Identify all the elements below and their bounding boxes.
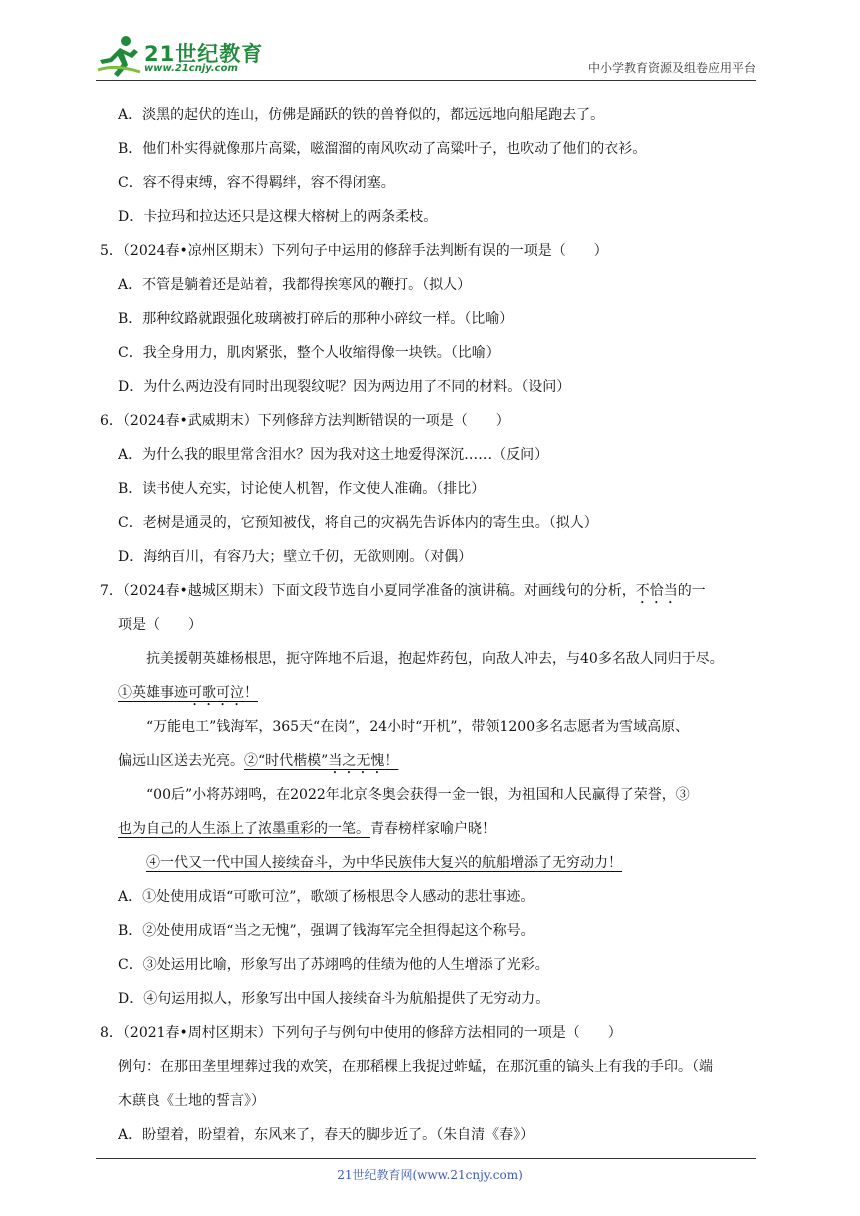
- q8-example-line2: 木蕻良《土地的誓言》）: [118, 1093, 265, 1109]
- q7-option-b: B．②处使用成语“当之无愧”，强调了钱海军完全担得起这个称号。: [118, 923, 535, 939]
- q7-stem-line2: 项是（ ）: [118, 617, 202, 633]
- q7-option-d: D．④句运用拟人，形象写出中国人接续奋斗为航船提供了无穷动力。: [118, 991, 550, 1007]
- underlined-sentence-3: 也为自己的人生添上了浓墨重彩的一笔。: [118, 821, 370, 837]
- sentence-number-2: ②: [244, 753, 258, 769]
- q7-passage-4: [100, 846, 762, 880]
- runner-logo-icon: [96, 34, 142, 78]
- q4-option-b: B．他们朴实得就像那片高粱，嗞溜溜的南风吹动了高粱叶子，也吹动了他们的衣衫。: [118, 141, 647, 157]
- q5-option-c: C．我全身用力，肌肉紧张，整个人收缩得像一块铁。（比喻）: [118, 345, 500, 361]
- underlined-idiom-2: 当之无愧: [328, 753, 385, 769]
- underlined-phrase-2c: ！: [384, 753, 399, 769]
- q7-passage-3-line2: [100, 812, 762, 846]
- q7-option-c: C．③处运用比喻，形象写出了苏翊鸣的佳绩为他的人生增添了光彩。: [118, 957, 549, 973]
- q7-passage-1-sentence: [100, 676, 762, 710]
- q8-option-a: A．盼望着，盼望着，东风来了，春天的脚步近了。（朱自清《春》）: [118, 1127, 535, 1143]
- passage-2-text: 偏远山区送去光亮。: [118, 753, 244, 769]
- q4-option-d: D．卡拉玛和拉达还只是这棵大榕树上的两条柔枝。: [118, 209, 438, 225]
- logo-url: www.21cnjy.com: [144, 63, 238, 74]
- q7-stem-post: 的一: [677, 583, 706, 599]
- q7-stem-pre: 7．（2024春•越城区期末）下面文段节选自小夏同学准备的演讲稿。对画线句的分析，: [100, 583, 636, 599]
- underlined-idiom-1: 可歌可泣: [188, 685, 244, 701]
- logo: [96, 34, 266, 78]
- q7-stem-emphasis: 不恰当: [635, 583, 678, 599]
- underlined-phrase-1a: 英雄事迹: [132, 685, 188, 701]
- q7-passage-2-line2: [100, 744, 762, 778]
- sentence-number-1: ①: [118, 685, 132, 701]
- q6-option-c: C．老树是通灵的，它预知被伐，将自己的灾祸先告诉体内的寄生虫。（拟人）: [118, 515, 598, 531]
- sentence-number-4: ④: [146, 855, 160, 871]
- sentence-number-3: ③: [675, 787, 690, 803]
- underlined-phrase-2a: “时代楷模”: [258, 753, 329, 769]
- passage-3-text: “00后”小将苏翊鸣，在2022年北京冬奥会获得一金一银，为祖国和人民赢得了荣誉，: [146, 787, 676, 803]
- underlined-phrase-1c: ！: [244, 685, 258, 701]
- q5-option-d: D．为什么两边没有同时出现裂纹呢？因为两边用了不同的材料。（设问）: [118, 379, 571, 395]
- logo-text: 21世纪教育: [144, 42, 264, 66]
- q6-stem: 6．（2024春•武威期末）下列修辞方法判断错误的一项是（ ）: [100, 413, 510, 429]
- footer-divider: [96, 1158, 756, 1159]
- passage-3-tail: 青春榜样家喻户晓！: [370, 821, 496, 837]
- q7-option-a: A．①处使用成语“可歌可泣”，歌颂了杨根思令人感动的悲壮事迹。: [118, 889, 535, 905]
- q4-option-c: C．容不得束缚，容不得羁绊，容不得闭塞。: [118, 175, 395, 191]
- q7-stem: [100, 574, 762, 608]
- q7-passage-2-line1: “万能电工”钱海军，365天“在岗”，24小时“开机”，带领1200多名志愿者为雪域高原、: [146, 719, 690, 735]
- q8-stem: 8．（2021春•周村区期末）下列句子与例句中使用的修辞方法相同的一项是（ ）: [100, 1025, 622, 1041]
- underlined-sentence-4: 一代又一代中国人接续奋斗，为中华民族伟大复兴的航船增添了无穷动力！: [160, 855, 622, 871]
- page-header: [96, 34, 756, 81]
- question-content: [100, 98, 762, 1152]
- footer-text: 21世纪教育网(www.21cnjy.com): [337, 1168, 523, 1182]
- q5-option-b: B．那种纹路就跟强化玻璃被打碎后的那种小碎纹一样。（比喻）: [118, 311, 514, 327]
- q5-option-a: A．不管是躺着还是站着，我都得挨寒风的鞭打。（拟人）: [118, 277, 472, 293]
- q6-option-b: B．读书使人充实，讨论使人机智，作文使人准确。（排比）: [118, 481, 486, 497]
- q6-option-a: A．为什么我的眼里常含泪水？因为我对这土地爱得深沉……（反问）: [118, 447, 549, 463]
- q7-passage-1: 抗美援朝英雄杨根思，扼守阵地不后退，抱起炸药包，向敌人冲去，与40多名敌人同归于尽。: [146, 651, 724, 667]
- q5-stem: 5．（2024春•凉州区期末）下列句子中运用的修辞手法判断有误的一项是（ ）: [100, 243, 608, 259]
- platform-title: 中小学教育资源及组卷应用平台: [587, 61, 756, 75]
- q4-option-a: A．淡黑的起伏的连山，仿佛是踊跃的铁的兽脊似的，都远远地向船尾跑去了。: [118, 107, 605, 123]
- q6-option-d: D．海纳百川，有容乃大；壁立千仞，无欲则刚。（对偶）: [118, 549, 473, 565]
- q7-passage-3-line1: [100, 778, 762, 812]
- q8-example-line1: 例句：在那田垄里埋葬过我的欢笑，在那稻棵上我捉过蚱蜢，在那沉重的镐头上有我的手印。（端: [118, 1059, 713, 1075]
